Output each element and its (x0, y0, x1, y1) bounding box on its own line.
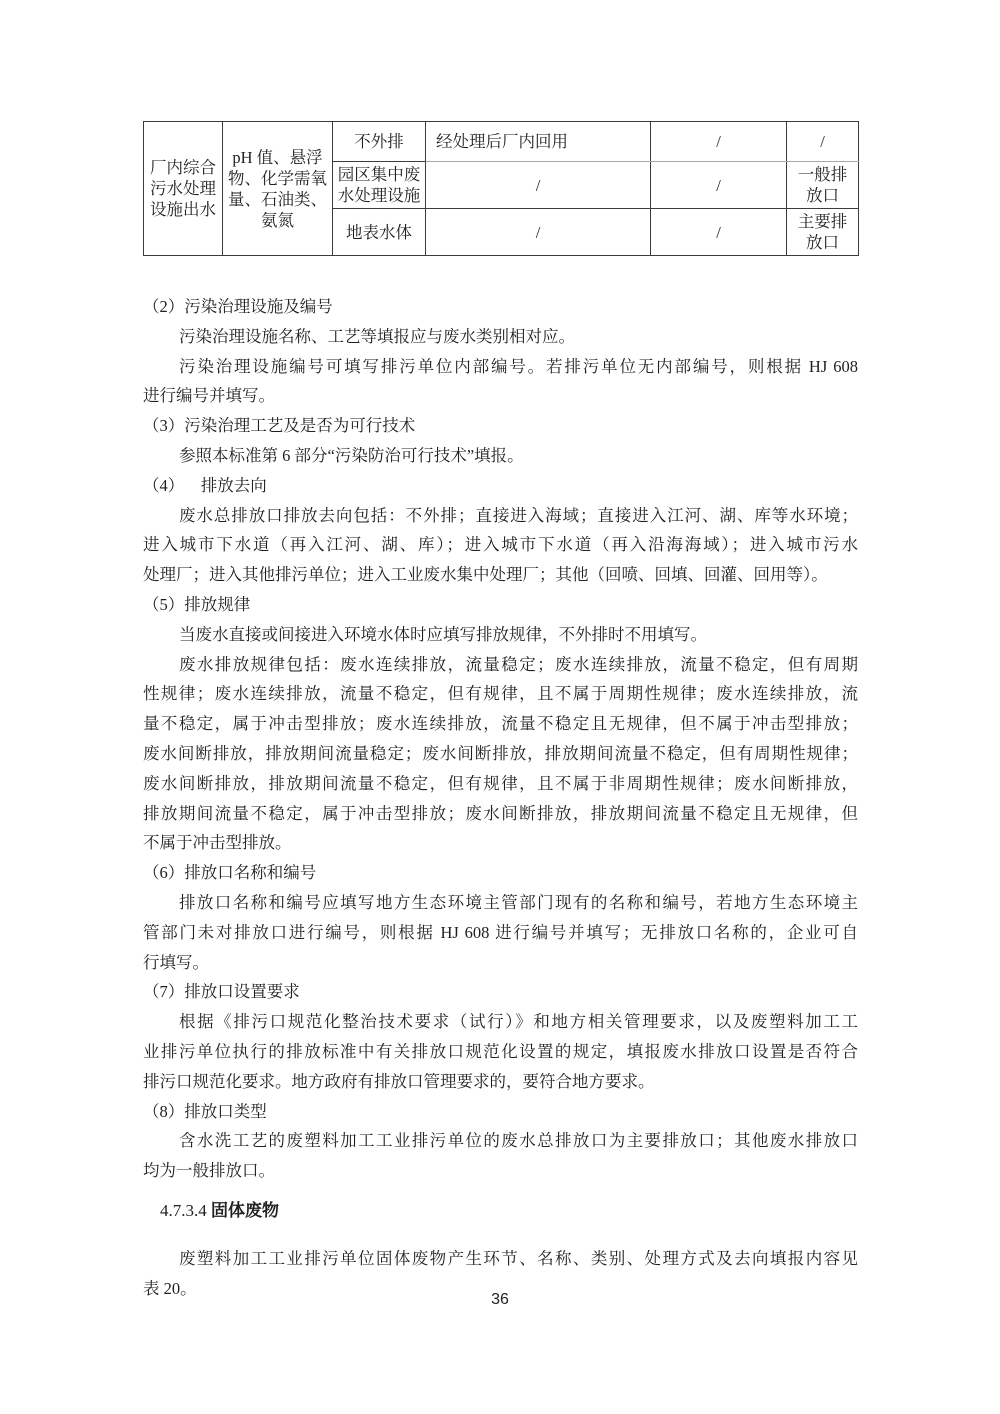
source-cell: 厂内综合污水处理设施出水 (144, 122, 223, 256)
cell-r1c6: / (787, 122, 859, 162)
text-line: 均为一般排放口。 (143, 1161, 275, 1181)
text-line: （8）排放口类型 (143, 1101, 267, 1121)
text-line: （4） 排放去向 (143, 475, 267, 495)
text-line: 参照本标准第 6 部分“污染防治可行技术”填报。 (179, 445, 524, 465)
text-line: （3）污染治理工艺及是否为可行技术 (143, 416, 416, 436)
text-line: 当废水直接或间接进入环境水体时应填写排放规律，不外排时不用填写。 (179, 624, 707, 644)
cell-r2c3: 园区集中废水处理设施 (333, 162, 426, 209)
text-line: 性规律；废水连续排放，流量不稳定，但有规律，且不属于周期性规律；废水连续排放，流 (143, 684, 858, 704)
page-number: 36 (491, 1291, 509, 1308)
cell-r1c3: 不外排 (333, 122, 426, 162)
section-heading-4-7-3-4 (143, 1196, 858, 1226)
table-row (144, 122, 859, 162)
item-2-title (143, 292, 858, 322)
text-line: 处理厂；进入其他排污单位；进入工业废水集中处理厂；其他（回喷、回填、回灌、回用等）。 (143, 565, 828, 585)
item-6-title (143, 858, 858, 888)
text-line: 行填写。 (143, 952, 209, 972)
item-3-title (143, 411, 858, 441)
cell-r1c5: / (651, 122, 787, 162)
document-body (143, 292, 858, 1304)
para-6-1 (143, 888, 858, 977)
item-7-title (143, 977, 858, 1007)
para-4-1 (143, 501, 858, 590)
text-line: 排放期间流量不稳定，属于冲击型排放；废水间断排放，排放期间流量不稳定且无规律，但 (143, 803, 858, 823)
text-line: 排放口名称和编号应填写地方生态环境主管部门现有的名称和编号，若地方生态环境主 (179, 892, 858, 912)
text-line: 业排污单位执行的排放标准中有关排放口规范化设置的规定，填报废水排放口设置是否符合 (143, 1041, 858, 1061)
text-line: 进行编号并填写。 (143, 386, 275, 406)
cell-r1c4: 经处理后厂内回用 (426, 122, 651, 162)
item-8-title (143, 1097, 858, 1127)
para-2-1 (143, 322, 858, 352)
section-title: 固体废物 (211, 1200, 279, 1220)
text-line: （2）污染治理设施及编号 (143, 297, 333, 316)
text-line: （7）排放口设置要求 (143, 982, 300, 1002)
outfall-table-body (144, 122, 859, 256)
text-line: 量不稳定，属于冲击型排放；废水连续排放，流量不稳定且无规律，但不属于冲击型排放； (143, 714, 858, 734)
item-5-title (143, 590, 858, 620)
text-line: 废水总排放口排放去向包括：不外排；直接进入海域；直接进入江河、湖、库等水环境； (179, 505, 858, 525)
text-line: 表 20。 (143, 1278, 197, 1298)
para-5-2 (143, 650, 858, 859)
page-content (143, 121, 858, 1304)
cell-r2c6: 一般排放口 (787, 162, 859, 209)
text-line: 不属于冲击型排放。 (143, 833, 292, 853)
item-4-title (143, 471, 858, 501)
para-2-2 (143, 352, 858, 412)
text-line: 排污口规范化要求。地方政府有排放口管理要求的，要符合地方要求。 (143, 1071, 655, 1091)
text-line: 废水间断排放，排放期间流量不稳定，但有规律，且不属于非周期性规律；废水间断排放， (143, 773, 858, 793)
cell-r3c5: / (651, 209, 787, 256)
text-line: 废塑料加工工业排污单位固体废物产生环节、名称、类别、处理方式及去向填报内容见 (179, 1248, 858, 1268)
text-line: 进入城市下水道（再入江河、湖、库）；进入城市下水道（再入沿海海域）；进入城市污水 (143, 535, 858, 555)
text-line: （5）排放规律 (143, 594, 251, 614)
section-number: 4.7.3.4 (160, 1200, 207, 1220)
text-line: 废水间断排放，排放期间流量稳定；废水间断排放，排放期间流量不稳定，但有周期性规律； (143, 743, 858, 763)
text-line: 根据《排污口规范化整治技术要求（试行）》和地方相关管理要求，以及废塑料加工工 (179, 1012, 858, 1032)
cell-r2c4: / (426, 162, 651, 209)
cell-r3c4: / (426, 209, 651, 256)
para-8-1 (143, 1126, 858, 1186)
text-line: 管部门未对排放口进行编号，则根据 HJ 608 进行编号并填写；无排放口名称的，企业可自 (143, 922, 858, 942)
pollutants-cell: pH 值、悬浮物、化学需氧量、石油类、氨氮 (223, 122, 333, 256)
cell-r3c6: 主要排放口 (787, 209, 859, 256)
text-line: 污染治理设施名称、工艺等填报应与废水类别相对应。 (179, 326, 575, 346)
para-5-1 (143, 620, 858, 650)
text-line: （6）排放口名称和编号 (143, 863, 317, 883)
para-7-1 (143, 1007, 858, 1096)
text-line: 污染治理设施编号可填写排污单位内部编号。若排污单位无内部编号，则根据 HJ 608 (179, 356, 858, 376)
text-line: 含水洗工艺的废塑料加工工业排污单位的废水总排放口为主要排放口；其他废水排放口 (179, 1131, 858, 1151)
text-line: 废水排放规律包括：废水连续排放，流量稳定；废水连续排放，流量不稳定，但有周期 (179, 654, 858, 674)
para-3-1 (143, 441, 858, 471)
wastewater-outfall-table (143, 121, 859, 256)
cell-r2c5: / (651, 162, 787, 209)
cell-r3c3: 地表水体 (333, 209, 426, 256)
